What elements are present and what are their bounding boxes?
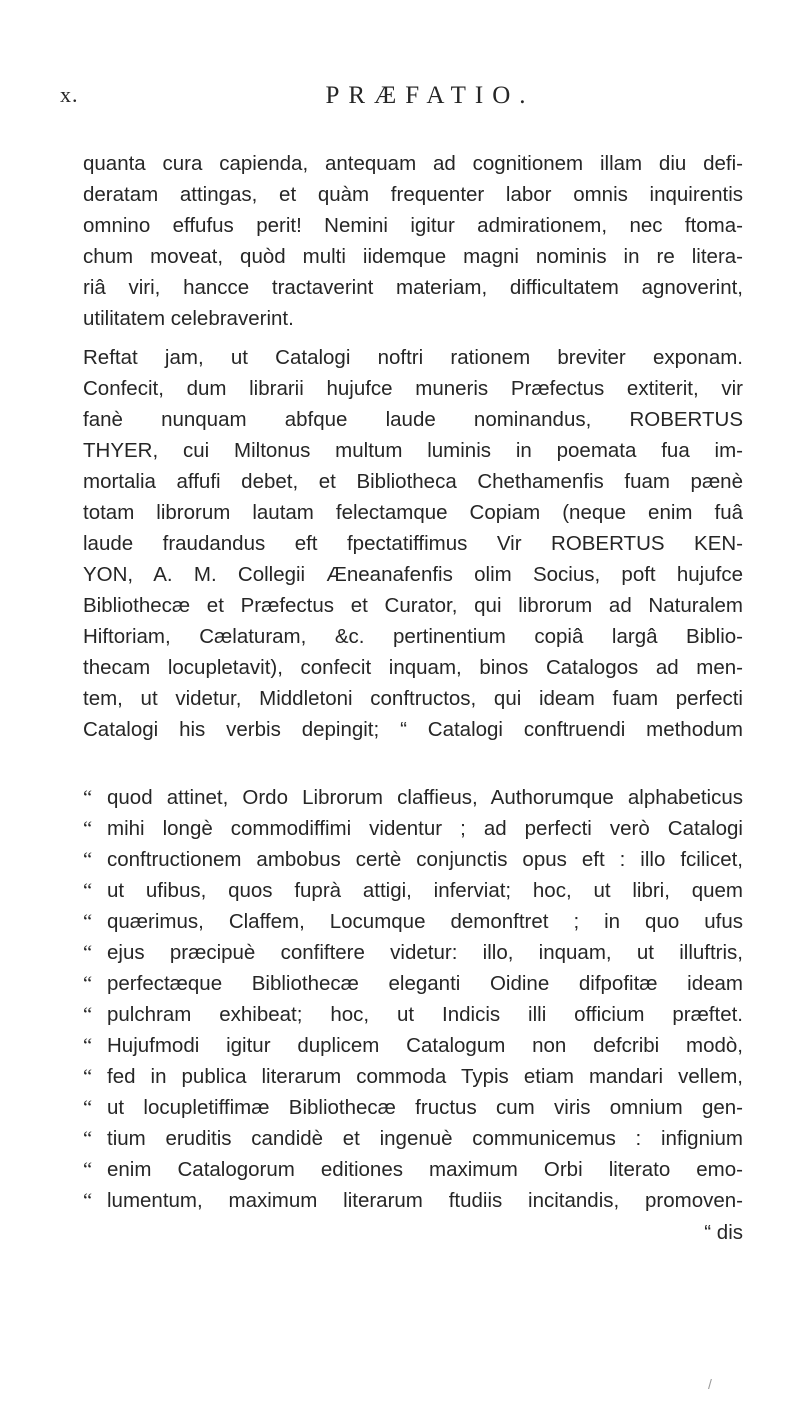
text-line: thecam locupletavit), confecit inquam, binos Catalogos ad men-: [83, 656, 743, 679]
quoted-text: fed in publica literarum commoda Typis etiam mandari vellem,: [107, 1065, 743, 1088]
quote-mark: “: [83, 787, 93, 809]
catchword-block: [83, 1217, 743, 1248]
quoted-text: perfectæque Bibliothecæ eleganti Oidine difpofitæ ideam: [107, 972, 743, 995]
quote-mark: “: [83, 911, 93, 933]
page-header: [60, 82, 760, 122]
text-line: Catalogi his verbis depingit; “ Catalogi conftruendi methodum: [83, 718, 743, 741]
text-line: totam librorum lautam felectamque Copiam (neque enim fuâ: [83, 501, 743, 524]
quote-mark: “: [83, 849, 93, 871]
quote-mark: “: [83, 1159, 93, 1181]
text-line: chum moveat, quòd multi iidemque magni nominis in re litera-: [83, 245, 743, 268]
quote-mark: “: [83, 1190, 93, 1212]
quoted-line: [83, 1154, 743, 1185]
quoted-line: [83, 782, 743, 813]
quoted-line: [83, 1092, 743, 1123]
text-line: Confecit, dum librarii hujufce muneris Præfectus extiterit, vir: [83, 377, 743, 400]
text-line: Hiftoriam, Cælaturam, &c. pertinentium copiâ largâ Biblio-: [83, 625, 743, 648]
quote-mark: “: [83, 1097, 93, 1119]
text-line: deratam attingas, et quàm frequenter labor omnis inquirentis: [83, 183, 743, 206]
text-line: fanè nunquam abfque laude nominandus, ROBERTUS: [83, 408, 743, 431]
page-number: x.: [60, 82, 79, 107]
running-title: PRÆFATIO.: [325, 82, 535, 109]
quoted-text: ut locupletiffimæ Bibliothecæ fructus cum viris omnium gen-: [107, 1096, 743, 1119]
quoted-text: conftructionem ambobus certè conjunctis opus eft : illo fcilicet,: [107, 848, 743, 871]
quoted-line: [83, 1061, 743, 1092]
text-line: utilitatem celebraverint.: [83, 307, 294, 330]
paragraph-1: [83, 148, 743, 334]
quoted-passage: [83, 782, 743, 1216]
quoted-line: [83, 1123, 743, 1154]
text-line: laude fraudandus eft fpectatiffimus Vir ROBERTUS KEN-: [83, 532, 743, 555]
text-line: tem, ut videtur, Middletoni conftructos, qui ideam fuam perfecti: [83, 687, 743, 710]
quote-mark: “: [83, 973, 93, 995]
quoted-text: ut ufibus, quos fuprà attigi, inferviat; hoc, ut libri, quem: [107, 879, 743, 902]
quoted-line: [83, 844, 743, 875]
quoted-text: tium eruditis candidè et ingenuè communicemus : infignium: [107, 1127, 743, 1150]
quoted-text: quod attinet, Ordo Librorum claffieus, Authorumque alphabeticus: [107, 786, 743, 809]
text-line: omnino effufus perit! Nemini igitur admirationem, nec ftoma-: [83, 214, 743, 237]
stray-mark: /: [708, 1376, 712, 1392]
text-line: mortalia affufi debet, et Bibliotheca Chethamenfis fuam pænè: [83, 470, 743, 493]
quote-mark: “: [83, 880, 93, 902]
quoted-text: quærimus, Claffem, Locumque demonftret ; in quo ufus: [107, 910, 743, 933]
quote-mark: “: [83, 1066, 93, 1088]
quote-mark: “: [83, 818, 93, 840]
catchword: “ dis: [704, 1221, 743, 1244]
text-line: YON, A. M. Collegii Æneanafenfis olim Socius, poft hujufce: [83, 563, 743, 586]
quote-mark: “: [83, 1128, 93, 1150]
text-line: Reftat jam, ut Catalogi noftri rationem breviter exponam.: [83, 346, 743, 369]
quoted-line: [83, 999, 743, 1030]
quoted-text: lumentum, maximum literarum ftudiis incitandis, promoven-: [107, 1189, 743, 1212]
paragraph-2: [83, 342, 743, 745]
quote-mark: “: [83, 942, 93, 964]
quoted-line: [83, 937, 743, 968]
quoted-line: [83, 1030, 743, 1061]
quoted-line: [83, 906, 743, 937]
quoted-text: enim Catalogorum editiones maximum Orbi literato emo-: [107, 1158, 743, 1181]
quoted-line: [83, 875, 743, 906]
quoted-text: mihi longè commodiffimi videntur ; ad perfecti verò Catalogi: [107, 817, 743, 840]
quoted-text: ejus præcipuè confiftere videtur: illo, inquam, ut illuftris,: [107, 941, 743, 964]
quoted-text: pulchram exhibeat; hoc, ut Indicis illi officium præftet.: [107, 1003, 743, 1026]
quoted-line: [83, 813, 743, 844]
quote-mark: “: [83, 1035, 93, 1057]
text-line: quanta cura capienda, antequam ad cognitionem illam diu defi-: [83, 152, 743, 175]
quoted-line: [83, 1185, 743, 1216]
quote-mark: “: [83, 1004, 93, 1026]
quoted-line: [83, 968, 743, 999]
text-line: Bibliothecæ et Præfectus et Curator, qui librorum ad Naturalem: [83, 594, 743, 617]
quoted-text: Hujufmodi igitur duplicem Catalogum non defcribi modò,: [107, 1034, 743, 1057]
text-line: THYER, cui Miltonus multum luminis in poemata fua im-: [83, 439, 743, 462]
text-line: riâ viri, hancce tractaverint materiam, difficultatem agnoverint,: [83, 276, 743, 299]
